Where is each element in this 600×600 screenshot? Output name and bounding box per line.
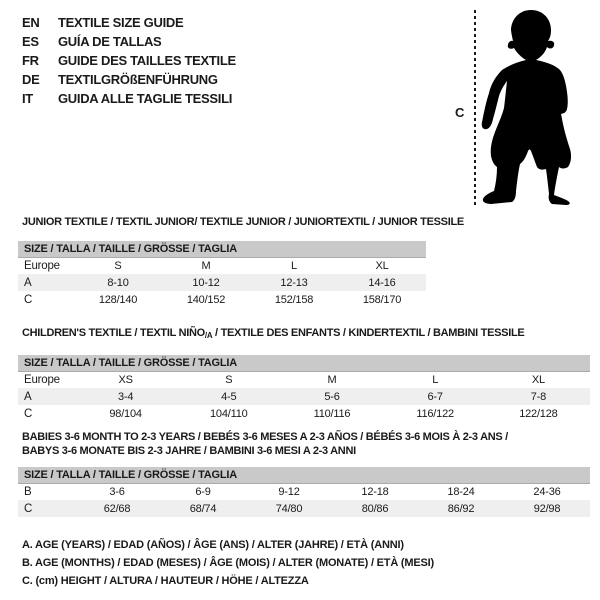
row-label-cell: A: [24, 390, 32, 403]
toddler-body-shape: [482, 10, 571, 205]
row-label-cell: Europe: [24, 373, 60, 386]
language-title: TEXTILGRÖßENFÜHRUNG: [58, 72, 218, 87]
height-c-label: C: [455, 105, 465, 120]
size-value-cell: M: [327, 373, 337, 386]
size-value-cell: XS: [118, 373, 133, 386]
size-value-cell: 128/140: [98, 293, 138, 306]
size-row: [18, 274, 426, 291]
size-value-cell: XL: [531, 373, 545, 386]
size-value-cell: 140/152: [186, 293, 226, 306]
size-value-cell: 110/116: [313, 407, 351, 420]
size-row: [18, 483, 590, 500]
size-row: [18, 500, 590, 517]
size-value-cell: 5-6: [324, 390, 340, 403]
row-label-cell: Europe: [24, 259, 60, 272]
size-value-cell: 158/170: [362, 293, 402, 306]
size-value-cell: 9-12: [278, 485, 300, 498]
language-code: ES: [22, 34, 39, 49]
toddler-silhouette: [452, 4, 582, 210]
footnote: C. (cm) HEIGHT / ALTURA / HAUTEUR / HÖHE / ALTEZZA: [22, 575, 309, 587]
children-textile-section: [18, 326, 590, 422]
babies-size-table: [18, 467, 590, 517]
size-value-cell: 104/110: [210, 407, 248, 420]
table-title: [18, 430, 590, 458]
language-code: FR: [22, 53, 39, 68]
size-row: [18, 405, 590, 422]
language-row: [22, 32, 236, 51]
row-label-cell: C: [24, 293, 33, 306]
size-value-cell: 12-13: [280, 276, 308, 289]
language-row: [22, 70, 236, 89]
row-label-cell: C: [24, 407, 33, 420]
children-size-table: [18, 355, 590, 422]
size-value-cell: 7-8: [530, 390, 547, 403]
row-label-cell: C: [24, 502, 33, 515]
size-value-cell: 74/80: [275, 502, 303, 515]
size-value-cell: 12-18: [361, 485, 389, 498]
size-header-band: SIZE / TALLA / TAILLE / GRÖSSE / TAGLIA: [18, 241, 426, 257]
size-row: [18, 291, 426, 308]
size-value-cell: 10-12: [192, 276, 220, 289]
junior-size-table: [18, 241, 426, 308]
size-row: [18, 257, 426, 274]
title-text: / TEXTILE DES ENFANTS / KINDERTEXTIL / BAMBINI TESSILE: [212, 327, 525, 339]
title-subscript: /A: [204, 331, 213, 340]
size-value-cell: 6-7: [427, 390, 443, 403]
row-label-cell: B: [24, 485, 32, 498]
size-row: [18, 388, 590, 405]
size-value-cell: 6-9: [195, 485, 211, 498]
size-value-cell: 92/98: [533, 502, 561, 515]
footnote: A. AGE (YEARS) / EDAD (AÑOS) / ÂGE (ANS) / ALTER (JAHRE) / ETÀ (ANNI): [22, 539, 404, 551]
size-value-cell: 8-10: [107, 276, 129, 289]
footnote: B. AGE (MONTHS) / EDAD (MESES) / ÂGE (MOIS) / ALTER (MONATE) / ETÀ (MESI): [22, 557, 434, 569]
size-header-band: SIZE / TALLA / TAILLE / GRÖSSE / TAGLIA: [18, 355, 590, 371]
language-code: EN: [22, 15, 40, 30]
language-title: TEXTILE SIZE GUIDE: [58, 15, 184, 30]
size-value-cell: XL: [375, 259, 389, 272]
language-title-list: [22, 13, 236, 108]
title-line: BABYS 3-6 MONATE BIS 2-3 JAHRE / BAMBINI 3-6 MESI A 2-3 ANNI: [22, 445, 356, 457]
size-row: [18, 371, 590, 388]
table-title: JUNIOR TEXTILE / TEXTIL JUNIOR/ TEXTILE JUNIOR / JUNIORTEXTIL / JUNIOR TESSILE: [22, 216, 464, 228]
size-value-cell: 4-5: [221, 390, 237, 403]
language-row: [22, 51, 236, 70]
size-value-cell: 62/68: [103, 502, 131, 515]
size-value-cell: L: [432, 373, 439, 386]
footnote-list: [22, 536, 434, 590]
size-value-cell: 14-16: [368, 276, 396, 289]
size-value-cell: 98/104: [109, 407, 142, 420]
language-code: DE: [22, 72, 40, 87]
babies-textile-section: [18, 430, 590, 517]
language-title: GUIDE DES TAILLES TEXTILE: [58, 53, 236, 68]
title-text: CHILDREN'S TEXTILE / TEXTIL NIÑO: [22, 327, 205, 339]
language-title: GUIDA ALLE TAGLIE TESSILI: [58, 91, 233, 106]
junior-textile-section: [18, 215, 464, 308]
table-title: [18, 326, 590, 343]
size-value-cell: 122/128: [519, 407, 558, 420]
row-label-cell: A: [24, 276, 32, 289]
language-code: IT: [22, 91, 33, 106]
size-value-cell: 80/86: [361, 502, 389, 515]
size-value-cell: 3-6: [109, 485, 125, 498]
size-value-cell: 116/122: [416, 407, 454, 420]
language-row: [22, 89, 236, 108]
size-header-band: SIZE / TALLA / TAILLE / GRÖSSE / TAGLIA: [18, 467, 590, 483]
size-value-cell: 3-4: [117, 390, 134, 403]
size-value-cell: 152/158: [274, 293, 314, 306]
size-value-cell: S: [225, 373, 233, 386]
size-value-cell: 18-24: [447, 485, 475, 498]
language-title: GUÍA DE TALLAS: [58, 34, 162, 49]
size-value-cell: 86/92: [447, 502, 475, 515]
size-value-cell: 68/74: [189, 502, 217, 515]
language-row: [22, 13, 236, 32]
size-value-cell: L: [291, 259, 297, 272]
title-line: BABIES 3-6 MONTH TO 2-3 YEARS / BEBÉS 3-6 MESES A 2-3 AÑOS / BÉBÉS 3-6 MOIS À 2-3 ANS /: [22, 431, 508, 443]
size-value-cell: 24-36: [533, 485, 561, 498]
size-value-cell: S: [114, 259, 122, 272]
size-value-cell: M: [201, 259, 211, 272]
